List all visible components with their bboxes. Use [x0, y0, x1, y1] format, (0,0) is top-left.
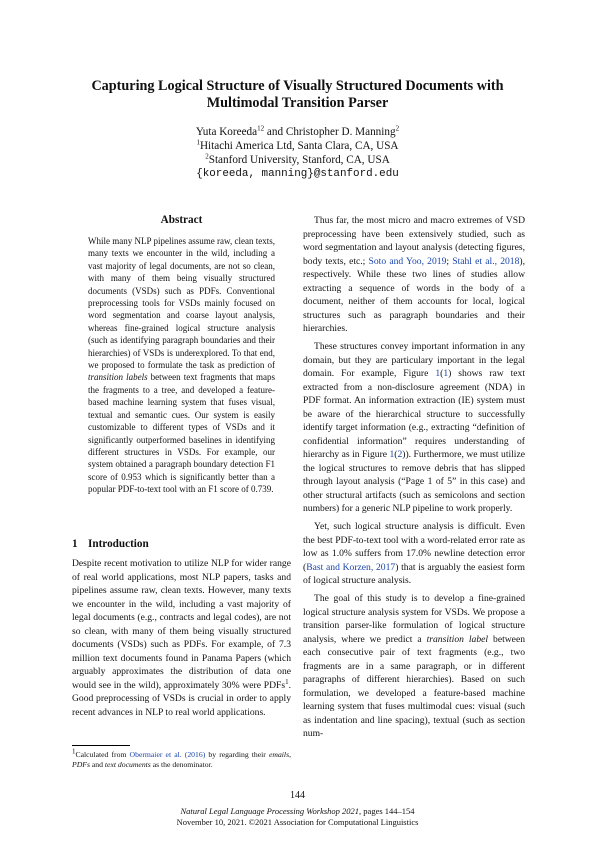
body-text: ) shows raw text extracted from a non-disclosure agreement (NDA) in PDF format. An information extraction (IE) system must be aware of the hierarchical structure to successfully identify target information (e.g., extracting “definition of confidential information” requires understanding of hierarchy as in Figure: [303, 368, 525, 460]
body-text: ), respectively. While these two lines of studies allow extracting a sequence of words in the body of a document, neither of them accounts for local, logical structures such as paragraph boundaries and their hierarchies.: [303, 255, 525, 334]
body-emphasis: transition label: [426, 633, 489, 645]
citation-link[interactable]: Obermaier et al. (2016): [129, 750, 206, 759]
right-column: [303, 214, 525, 745]
footnote-number: 1: [72, 747, 76, 756]
author-names: [60, 126, 535, 140]
page-footer: [0, 806, 595, 828]
body-text: ) that is arguably the easiest form of logical structure analysis.: [303, 561, 525, 586]
citation-link[interactable]: Stahl et al., 2018: [452, 255, 520, 267]
footer-venue: Natural Legal Language Processing Workshop 2021: [180, 806, 360, 816]
body-text: These structures convey important information in any domain, but they are particulary important in the legal domain. For example, Figure: [303, 341, 525, 379]
footnote-1: [72, 747, 291, 770]
body-paragraph: [303, 592, 525, 741]
body-text: (: [440, 368, 444, 379]
footnote-rule: [72, 745, 130, 746]
affiliation-2-text: Stanford University, Stanford, CA, USA: [208, 153, 390, 166]
paper-title: Capturing Logical Structure of Visually Structured Documents with Multimodal Transition Parser: [91, 78, 504, 111]
footnote-marker[interactable]: 1: [285, 677, 289, 686]
section-heading-introduction: [72, 537, 149, 551]
abstract-part-1: While many NLP pipelines assume raw, clean texts, many texts we encounter in the wild, including a vast majority of legal documents, are not so clean, with many of them being visually structured documents (VSDs) such as PDFs. Conventional preprocessing tools for VSDs mainly focused on word segmentation and coarse layout analysis, whereas fine-grained logical structure analysis (such as identifying paragraph boundaries and their hierarchies) of VSDs is underexplored. To that end, we proposed to formulate the task as prediction of: [88, 236, 275, 371]
figure-reference-link[interactable]: 1: [435, 368, 441, 379]
author-email: {koreeda, manning}@stanford.edu: [196, 167, 399, 180]
author-block: [60, 126, 535, 182]
author-1-affil: 12: [257, 124, 265, 133]
figure-reference-link[interactable]: 1: [389, 449, 395, 460]
body-text: Yet, such logical structure analysis is difficult. Even the best PDF-to-text tool with a word-related error rate as low as 1.0% suffers from 17.0% newline detection error (: [303, 521, 525, 573]
abstract-text: [88, 235, 275, 496]
body-text: between each consecutive pair of text fragments (e.g., two fragments are in a same paragraph, or in different paragraphs of different hierarchies). Based on such formulation, we developed a feature-based machine learning system that fuses multimodal cues: visual (such as indentation and line spacing), textual (such as section num-: [303, 633, 525, 739]
citation-link[interactable]: Soto and Yoo, 2019: [368, 255, 447, 267]
figure-reference-link[interactable]: 2: [397, 449, 403, 460]
section-title: Introduction: [88, 538, 149, 550]
intro-text-end: . Good preprocessing of VSDs is crucial in order to apply recent advances in NLP to real world applications.: [72, 679, 291, 718]
affiliation-2: [60, 154, 535, 168]
footnote-text: ,: [289, 750, 291, 759]
affiliation-1: [60, 140, 535, 154]
affiliation-2-mark: 2: [205, 152, 209, 161]
figure-reference-link[interactable]: 1: [443, 368, 449, 379]
body-text: The goal of this study is to develop a fine-grained logical structure analysis system for VSDs. We propose a transition parser-like formulation of logical structure analysis, where we predict a: [303, 593, 525, 645]
body-paragraph: [303, 520, 525, 588]
abstract-emphasis: transition labels: [88, 372, 148, 383]
abstract-heading: Abstract: [160, 214, 203, 226]
footer-line-1: [0, 806, 595, 817]
footnote-emphasis: PDFs: [72, 760, 90, 769]
body-paragraph: [303, 340, 525, 516]
footnote-text: by regarding their: [205, 750, 269, 759]
affiliation-1-mark: 1: [196, 138, 200, 147]
footnote-text: as the denominator.: [150, 760, 213, 769]
author-2-affil: 2: [395, 124, 400, 133]
body-text: Thus far, the most micro and macro extremes of VSD preprocessing have been extensively studied, such as word segmentation and layout analysis (detecting figures, body texts, etc.;: [303, 215, 525, 267]
body-text: (: [394, 449, 398, 460]
footnote-text: and: [89, 760, 105, 769]
footnote-emphasis: text documents: [104, 760, 151, 769]
footer-line-2: November 10, 2021. ©2021 Association for Computational Linguistics: [176, 817, 419, 827]
page-number: 144: [290, 790, 305, 801]
author-1: Yuta Koreeda: [195, 126, 258, 138]
section-number: 1: [72, 538, 78, 550]
intro-text: Despite recent motivation to utilize NLP for wider range of real world applications, most NLP papers, tasks and pipelines assume raw, clean texts. However, many texts we encounter in the wild, including a vast majority of legal documents (e.g., contracts and legal codes), are not so clean, with many of them being visually structured documents (VSDs) such as PDFs. For example, of 7.3 million text documents found in Panama Papers (which arguably approximates the distribution of data one would see in the wild), approximately 30% were PDFs: [72, 558, 291, 691]
body-paragraph: [303, 214, 525, 336]
author-2: and Christopher D. Manning: [264, 126, 396, 138]
footer-pages: , pages 144–154: [359, 806, 415, 816]
footnote-emphasis: emails: [268, 750, 290, 759]
body-text: )). Furthermore, we must utilize the logical structures to remove debris that has slipped through layout analysis (“Page 1 of 5” in this case) and other structural artifacts (such as semicolons and section numbers) for a generic NLP pipeline to work properly.: [303, 449, 525, 514]
affiliation-1-text: Hitachi America Ltd, Santa Clara, CA, USA: [199, 139, 399, 152]
body-text: ;: [446, 255, 453, 267]
citation-link[interactable]: Bast and Korzen, 2017: [306, 561, 396, 573]
footnote-text: Calculated from: [75, 750, 130, 759]
introduction-paragraph-1: [72, 557, 291, 719]
abstract-part-2: between text fragments that maps the fragments to a tree, and developed a feature-based machine learning system that fuses visual, textual and semantic cues. Our system is easily customizable to different types of VSDs and it significantly outperformed baselines in identifying different structures in VSDs. For example, our system obtained a paragraph boundary detection F1 score of 0.953 which is significantly better than a popular PDF-to-text tool with an F1 score of 0.739.: [88, 372, 275, 495]
